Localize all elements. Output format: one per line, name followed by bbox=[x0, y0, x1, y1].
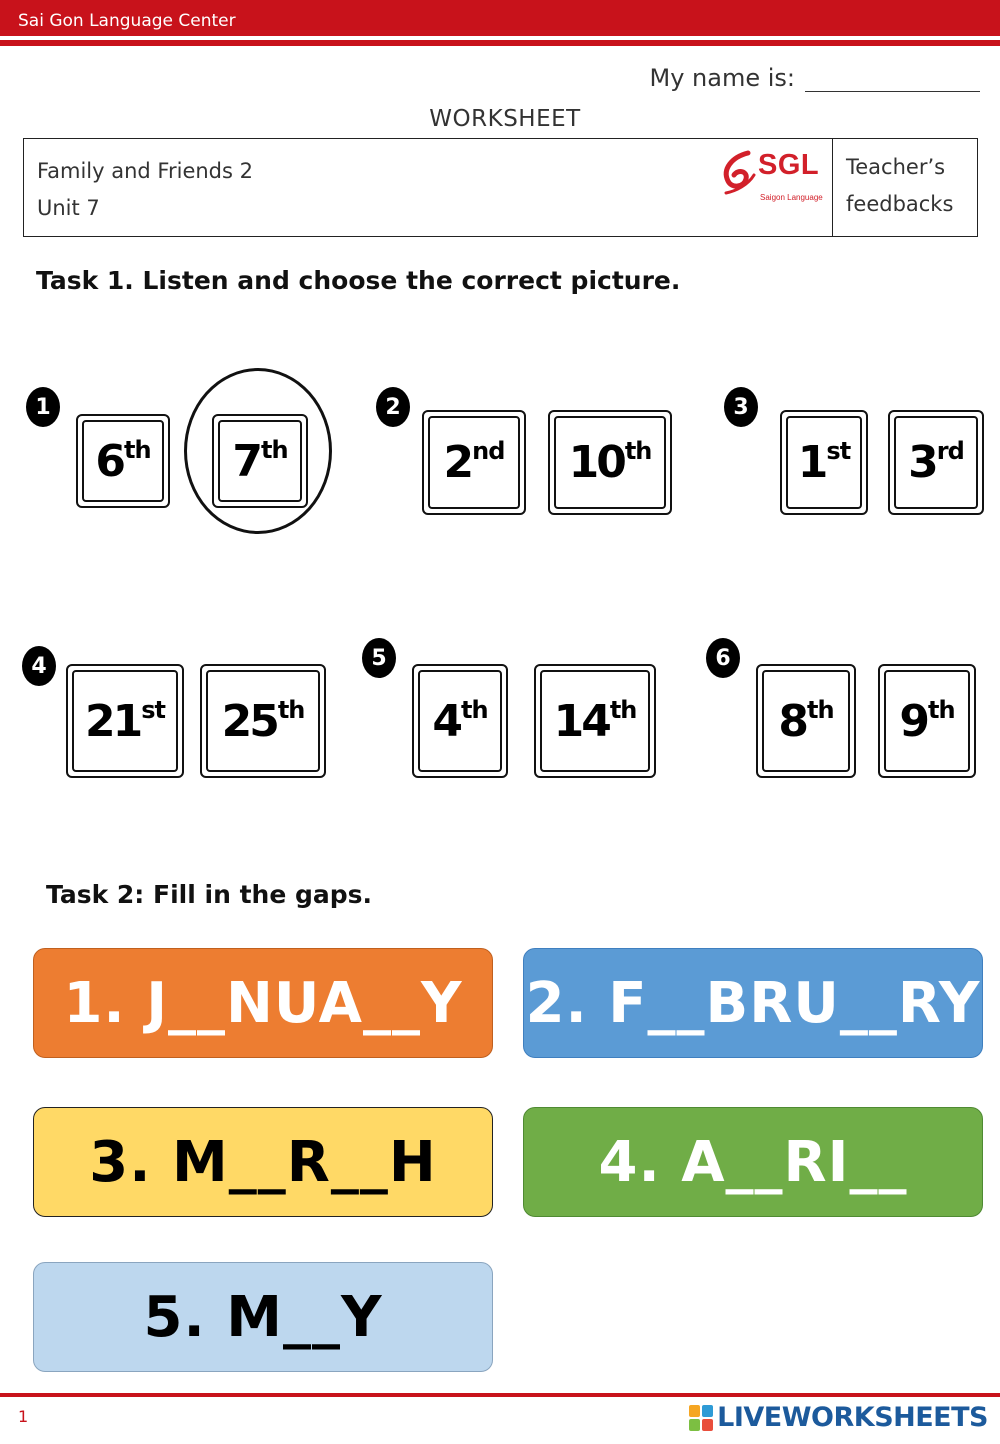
option-card[interactable] bbox=[756, 664, 856, 778]
logo-text: SGL bbox=[758, 149, 820, 181]
option-card[interactable] bbox=[534, 664, 656, 778]
info-box bbox=[23, 138, 978, 237]
question-number-6: 6 bbox=[706, 638, 740, 678]
name-row bbox=[650, 64, 981, 92]
name-label: My name is: bbox=[649, 64, 795, 92]
name-input-line[interactable] bbox=[805, 64, 980, 92]
sgl-swirl-icon bbox=[718, 147, 758, 197]
gap-item-4[interactable]: 4. A__RI__ bbox=[523, 1107, 983, 1217]
task1-title: Task 1. Listen and choose the correct picture. bbox=[36, 266, 681, 295]
liveworksheets-icon bbox=[689, 1405, 713, 1431]
option-card[interactable] bbox=[66, 664, 184, 778]
question-number-1: 1 bbox=[26, 387, 60, 427]
question-number-3: 3 bbox=[724, 387, 758, 427]
gap-item-2[interactable]: 2. F__BRU__RY bbox=[523, 948, 983, 1058]
unit-label: Unit 7 bbox=[37, 196, 100, 220]
logo-subtext: Saigon Language bbox=[760, 193, 823, 202]
option-card[interactable] bbox=[888, 410, 984, 515]
ordinal-label: 3rd bbox=[908, 437, 964, 488]
ordinal-label: 6th bbox=[95, 435, 151, 487]
ordinal-label: 25th bbox=[221, 695, 305, 747]
gap-item-3[interactable]: 3. M__R__H bbox=[33, 1107, 493, 1217]
course-name: Family and Friends 2 bbox=[37, 159, 253, 183]
liveworksheets-brand bbox=[689, 1402, 988, 1433]
gap-item-5[interactable]: 5. M__Y bbox=[33, 1262, 493, 1372]
worksheet-title: WORKSHEET bbox=[429, 106, 581, 132]
footer-rule bbox=[0, 1393, 1000, 1397]
ordinal-label: 2nd bbox=[443, 437, 505, 488]
option-card[interactable] bbox=[422, 410, 526, 515]
ordinal-label: 10th bbox=[568, 437, 652, 488]
ordinal-label: 14th bbox=[553, 695, 637, 747]
feedback-label-2: feedbacks bbox=[846, 192, 954, 216]
option-card[interactable] bbox=[412, 664, 508, 778]
option-card[interactable] bbox=[200, 664, 326, 778]
option-card[interactable] bbox=[780, 410, 868, 515]
header-band bbox=[0, 0, 1000, 36]
ordinal-label: 7th bbox=[232, 435, 288, 487]
sgl-logo bbox=[718, 147, 828, 202]
option-card[interactable] bbox=[878, 664, 976, 778]
header-rule bbox=[0, 40, 1000, 46]
gap-item-1[interactable]: 1. J__NUA__Y bbox=[33, 948, 493, 1058]
liveworksheets-text: LIVEWORKSHEETS bbox=[717, 1402, 988, 1433]
ordinal-label: 9th bbox=[899, 695, 955, 747]
course-info bbox=[24, 139, 832, 236]
feedback-cell bbox=[832, 139, 977, 236]
ordinal-label: 4th bbox=[432, 695, 488, 747]
question-number-2: 2 bbox=[376, 387, 410, 427]
option-card[interactable] bbox=[76, 414, 170, 508]
question-number-4: 4 bbox=[22, 646, 56, 686]
center-name: Sai Gon Language Center bbox=[18, 11, 236, 31]
option-card[interactable] bbox=[548, 410, 672, 515]
task2-title: Task 2: Fill in the gaps. bbox=[46, 880, 373, 909]
question-number-5: 5 bbox=[362, 638, 396, 678]
option-card[interactable] bbox=[212, 414, 308, 508]
ordinal-label: 21st bbox=[85, 695, 165, 747]
ordinal-label: 8th bbox=[778, 695, 834, 747]
page-number: 1 bbox=[18, 1407, 29, 1426]
feedback-label-1: Teacher’s bbox=[846, 155, 946, 179]
ordinal-label: 1st bbox=[797, 437, 851, 488]
